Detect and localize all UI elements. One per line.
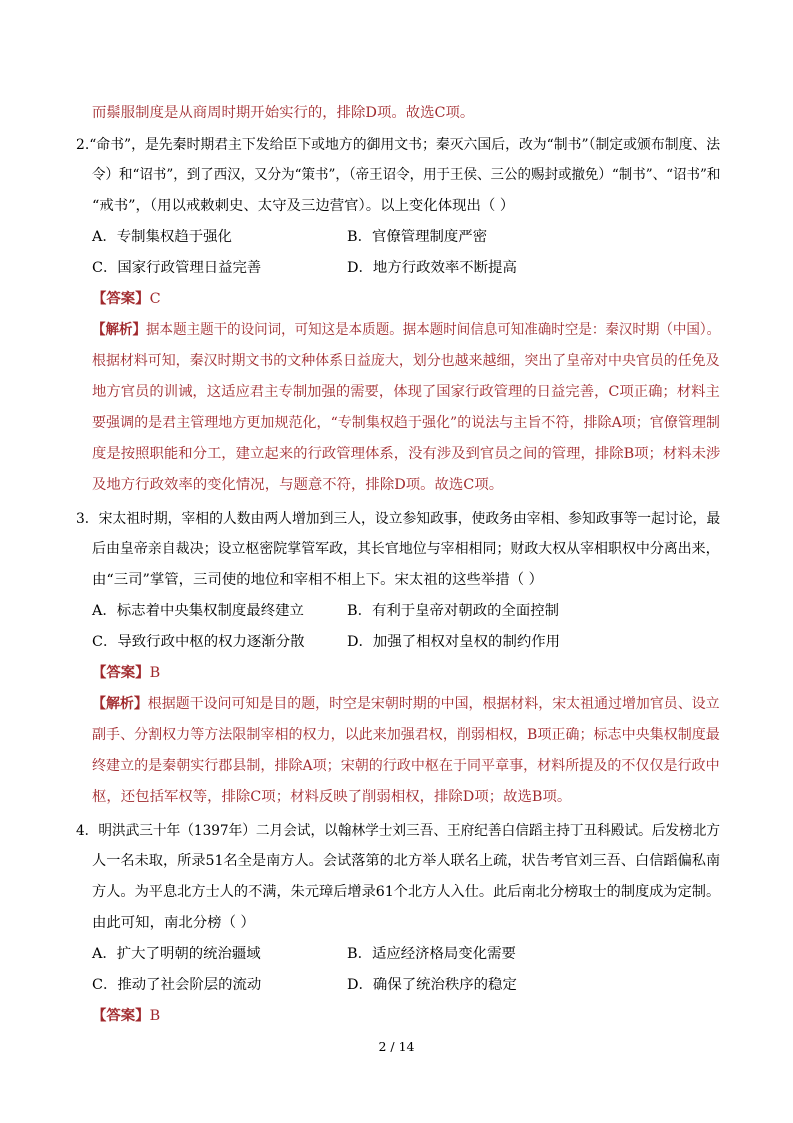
q2-option-b: B．官僚管理制度严密 [347, 229, 488, 245]
answer-tag: 【答案】 [92, 1007, 150, 1024]
q3-option-a: A．标志着中央集权制度最终建立 [92, 603, 304, 619]
q2-answer [92, 289, 161, 309]
answer-tag: 【答案】 [92, 664, 150, 681]
q2-analysis-line-6: 及地方行政效率的变化情况，与题意不符，排除D项。故选C项。 [92, 477, 504, 493]
q2-stem-line-2: 令）和“诏书”，到了西汉，又分为“策书”，（帝王诏令，用于王侯、三公的赐封或撤免）“制书”、“诏书”和 [92, 167, 721, 183]
analysis-tag: 【解析】 [92, 695, 148, 712]
q4-option-b: B．适应经济格局变化需要 [347, 946, 516, 962]
q2-analysis-line-2: 根据材料可知，秦汉时期文书的文种体系日益庞大，划分也越来越细，突出了皇帝对中央官员的任免及 [92, 353, 720, 369]
q3-stem-line-3: 由“三司”掌管，三司使的地位和宰相不相上下。宋太祖的这些举措（ ） [92, 572, 544, 588]
q2-analysis-line-3: 地方官员的训诫，这适应君主专制加强的需要，体现了国家行政管理的日益完善，C项正确；材料主 [92, 384, 720, 400]
q2-analysis-line-5: 度是按照职能和分工，建立起来的行政管理体系，没有涉及到官员之间的管理，排除B项；材料未涉 [92, 446, 721, 462]
q4-answer [92, 1006, 160, 1026]
answer-tag: 【答案】 [92, 290, 150, 307]
q3-option-c: C．导致行政中枢的权力逐渐分散 [92, 634, 305, 650]
q3-analysis-line-1 [92, 694, 720, 714]
analysis-text: 据本题主题干的设问词，可知这是本质题。据本题时间信息可知准确时空是：秦汉时期（中国）。 [146, 322, 721, 338]
q3-stem-line-1: 3．宋太祖时期，宰相的人数由两人增加到三人，设立参知政事，使政务由宰相、参知政事等一起讨论，最 [76, 511, 721, 527]
answer-value: C [149, 291, 161, 307]
q3-analysis-line-4: 枢，还包括军权等，排除C项；材料反映了削弱相权，排除D项；故选B项。 [92, 789, 572, 805]
q4-option-d: D．确保了统治秩序的稳定 [347, 977, 517, 993]
q4-option-a: A．扩大了明朝的统治疆域 [92, 946, 261, 962]
q3-stem-line-2: 后由皇帝亲自裁决；设立枢密院掌管军政，其长官地位与宰相相同；财政大权从宰相职权中分离出来， [92, 541, 720, 557]
q4-stem-line-1: 4．明洪武三十年（1397年）二月会试，以翰林学士刘三吾、王府纪善白信蹈主持丁丑科殿试。后发榜北方 [76, 823, 721, 839]
page-number: 2 / 14 [378, 1039, 415, 1054]
answer-value: B [149, 665, 161, 681]
q2-option-d: D．地方行政效率不断提高 [347, 260, 517, 276]
q2-stem-line-3: “戒书”，（用以戒敕刺史、太守及三边营官）。以上变化体现出（ ） [92, 198, 515, 214]
analysis-tag: 【解析】 [92, 321, 147, 338]
prev-analysis-end: 而鬃服制度是从商周时期开始实行的，排除D项。故选C项。 [92, 105, 475, 121]
q3-analysis-line-3: 终建立的是秦朝实行郡县制，排除A项；宋朝的行政中枢在于同平章事，材料所提及的不仅仅是行政中 [92, 758, 720, 774]
q2-option-a: A．专制集权趋于强化 [92, 229, 232, 245]
q3-analysis-line-2: 副手、分割权力等方法限制宰相的权力，以此来加强君权，削弱相权，B项正确；标志中央集权制度最 [92, 727, 720, 743]
q2-analysis-line-4: 要强调的是君主管理地方更加规范化，“专制集权趋于强化”的说法与主旨不符，排除A项；官僚管理制 [92, 415, 720, 431]
q4-option-c: C．推动了社会阶层的流动 [92, 977, 262, 993]
q2-option-c: C．国家行政管理日益完善 [92, 260, 262, 276]
q3-option-b: B．有利于皇帝对朝政的全面控制 [347, 603, 560, 619]
q3-option-d: D．加强了相权对皇权的制约作用 [347, 634, 561, 650]
q4-stem-line-4: 由此可知，南北分榜（ ） [92, 915, 255, 931]
answer-value: B [149, 1008, 161, 1024]
q3-answer [92, 663, 160, 683]
q2-analysis-line-1 [92, 320, 720, 340]
q4-stem-line-3: 方人。为平息北方士人的不满，朱元璋后增录61个北方人入仕。此后南北分榜取士的制度成为定制。 [92, 884, 721, 900]
analysis-text: 根据题干设问可知是目的题，时空是宋朝时期的中国，根据材料，宋太祖通过增加官员、设立 [147, 696, 720, 712]
q2-stem-line-1: 2.“命书”，是先秦时期君主下发给臣下或地方的御用文书；秦灭六国后，改为“制书”（制定或颁布制度、法 [76, 137, 721, 153]
q4-stem-line-2: 人一名未取，所录51名全是南方人。会试落第的北方举人联名上疏，状告考官刘三吾、白信蹈偏私南 [92, 853, 721, 869]
